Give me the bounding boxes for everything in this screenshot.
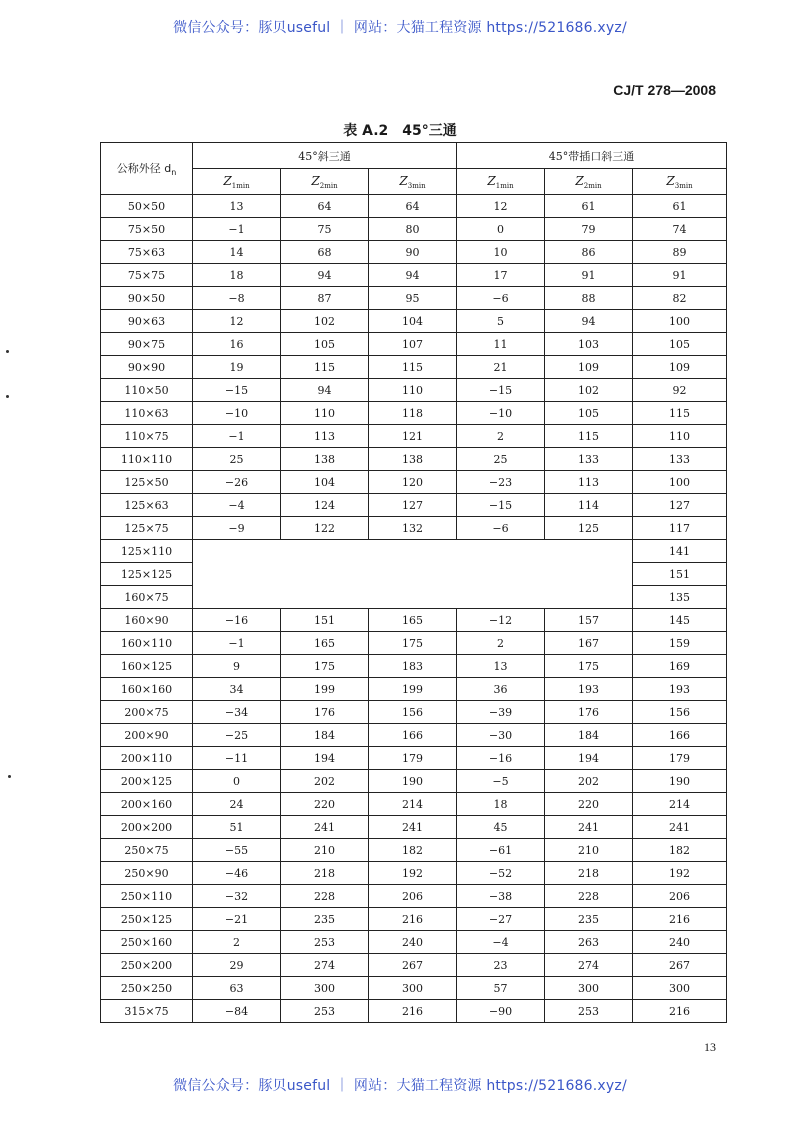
size-cell: 160×110 <box>101 632 193 655</box>
empty-cell <box>193 563 633 586</box>
size-cell: 110×50 <box>101 379 193 402</box>
value-cell: 25 <box>457 448 545 471</box>
value-cell: −8 <box>193 287 281 310</box>
value-cell: −11 <box>193 747 281 770</box>
value-cell: 300 <box>545 977 633 1000</box>
value-cell: 214 <box>633 793 727 816</box>
value-cell: 63 <box>193 977 281 1000</box>
size-cell: 200×75 <box>101 701 193 724</box>
value-cell: 94 <box>281 264 369 287</box>
value-cell: 105 <box>545 402 633 425</box>
value-cell: 190 <box>369 770 457 793</box>
value-cell: 210 <box>545 839 633 862</box>
value-cell: 194 <box>545 747 633 770</box>
value-cell: −32 <box>193 885 281 908</box>
value-cell: 175 <box>281 655 369 678</box>
size-cell: 160×75 <box>101 586 193 609</box>
value-cell: −39 <box>457 701 545 724</box>
value-cell: 5 <box>457 310 545 333</box>
value-cell: −55 <box>193 839 281 862</box>
value-cell: 214 <box>369 793 457 816</box>
value-cell: 241 <box>369 816 457 839</box>
value-cell: 167 <box>545 632 633 655</box>
value-cell: 194 <box>281 747 369 770</box>
size-cell: 125×110 <box>101 540 193 563</box>
value-cell: 156 <box>369 701 457 724</box>
watermark-bottom: 微信公众号：豚贝useful ｜ 网站：大猫工程资源 https://521686.xyz/ <box>173 1078 627 1094</box>
value-cell: 86 <box>545 241 633 264</box>
value-cell: 179 <box>633 747 727 770</box>
value-cell: 267 <box>633 954 727 977</box>
value-cell: 21 <box>457 356 545 379</box>
value-cell: −6 <box>457 517 545 540</box>
value-cell: 267 <box>369 954 457 977</box>
value-cell: 165 <box>369 609 457 632</box>
value-cell: −10 <box>457 402 545 425</box>
value-cell: 105 <box>633 333 727 356</box>
empty-cell <box>193 540 633 563</box>
size-cell: 160×160 <box>101 678 193 701</box>
value-cell: −4 <box>457 931 545 954</box>
value-cell: 107 <box>369 333 457 356</box>
value-cell: 14 <box>193 241 281 264</box>
value-cell: 125 <box>545 517 633 540</box>
table-row <box>101 540 727 563</box>
value-cell: −27 <box>457 908 545 931</box>
value-cell: 216 <box>369 1000 457 1023</box>
value-cell: 10 <box>457 241 545 264</box>
value-cell: 240 <box>633 931 727 954</box>
value-cell: 133 <box>545 448 633 471</box>
value-cell: 100 <box>633 471 727 494</box>
size-cell: 250×200 <box>101 954 193 977</box>
size-cell: 250×125 <box>101 908 193 931</box>
table-row <box>101 586 727 609</box>
value-cell: 274 <box>281 954 369 977</box>
column-header-z1: $Z_{1min}$ <box>193 169 281 195</box>
value-cell: 127 <box>369 494 457 517</box>
size-cell: 200×160 <box>101 793 193 816</box>
value-cell: −26 <box>193 471 281 494</box>
size-cell: 160×125 <box>101 655 193 678</box>
size-cell: 250×110 <box>101 885 193 908</box>
value-cell: 120 <box>369 471 457 494</box>
value-cell: 169 <box>633 655 727 678</box>
value-cell: 184 <box>281 724 369 747</box>
value-cell: 192 <box>369 862 457 885</box>
value-cell: 9 <box>193 655 281 678</box>
table-row <box>101 517 727 540</box>
value-cell: 115 <box>545 425 633 448</box>
value-cell: 29 <box>193 954 281 977</box>
size-cell: 125×75 <box>101 517 193 540</box>
table-row <box>101 862 727 885</box>
value-cell: 74 <box>633 218 727 241</box>
value-cell: 114 <box>545 494 633 517</box>
table-row <box>101 701 727 724</box>
value-cell: 216 <box>633 1000 727 1023</box>
value-cell: 11 <box>457 333 545 356</box>
value-cell: 109 <box>545 356 633 379</box>
table-row <box>101 563 727 586</box>
value-cell: 141 <box>633 540 727 563</box>
size-cell: 90×63 <box>101 310 193 333</box>
size-cell: 90×75 <box>101 333 193 356</box>
value-cell: −52 <box>457 862 545 885</box>
value-cell: 218 <box>281 862 369 885</box>
value-cell: 18 <box>457 793 545 816</box>
value-cell: 82 <box>633 287 727 310</box>
size-cell: 75×63 <box>101 241 193 264</box>
size-cell: 75×75 <box>101 264 193 287</box>
value-cell: 206 <box>369 885 457 908</box>
table-row <box>101 655 727 678</box>
value-cell: 104 <box>281 471 369 494</box>
value-cell: −23 <box>457 471 545 494</box>
column-header-z2: $Z_{2min}$ <box>281 169 369 195</box>
value-cell: 13 <box>457 655 545 678</box>
value-cell: 216 <box>369 908 457 931</box>
value-cell: 241 <box>545 816 633 839</box>
value-cell: 235 <box>545 908 633 931</box>
column-header-z2-spigot: $Z_{2min}$ <box>545 169 633 195</box>
value-cell: 103 <box>545 333 633 356</box>
value-cell: 19 <box>193 356 281 379</box>
size-cell: 90×90 <box>101 356 193 379</box>
size-cell: 125×125 <box>101 563 193 586</box>
value-cell: −30 <box>457 724 545 747</box>
value-cell: 25 <box>193 448 281 471</box>
value-cell: 75 <box>281 218 369 241</box>
value-cell: 202 <box>281 770 369 793</box>
value-cell: 156 <box>633 701 727 724</box>
fitting-dimensions-table <box>100 142 727 1023</box>
value-cell: 138 <box>369 448 457 471</box>
value-cell: 183 <box>369 655 457 678</box>
value-cell: 300 <box>633 977 727 1000</box>
value-cell: 240 <box>369 931 457 954</box>
size-cell: 160×90 <box>101 609 193 632</box>
value-cell: 127 <box>633 494 727 517</box>
value-cell: 165 <box>281 632 369 655</box>
scan-speck <box>6 350 9 353</box>
value-cell: 133 <box>633 448 727 471</box>
value-cell: 88 <box>545 287 633 310</box>
value-cell: 51 <box>193 816 281 839</box>
table-title: 表 A.2 45°三通 <box>343 123 457 139</box>
column-header-z1-spigot: $Z_{1min}$ <box>457 169 545 195</box>
table-row <box>101 793 727 816</box>
value-cell: 216 <box>633 908 727 931</box>
value-cell: 90 <box>369 241 457 264</box>
size-cell: 200×125 <box>101 770 193 793</box>
value-cell: 91 <box>633 264 727 287</box>
value-cell: 110 <box>633 425 727 448</box>
value-cell: −16 <box>457 747 545 770</box>
table-row <box>101 954 727 977</box>
value-cell: 202 <box>545 770 633 793</box>
size-cell: 110×75 <box>101 425 193 448</box>
table-row <box>101 770 727 793</box>
table-row <box>101 379 727 402</box>
value-cell: −1 <box>193 425 281 448</box>
value-cell: 94 <box>281 379 369 402</box>
size-cell: 125×63 <box>101 494 193 517</box>
value-cell: 228 <box>281 885 369 908</box>
size-cell: 90×50 <box>101 287 193 310</box>
table-row <box>101 931 727 954</box>
scan-speck <box>8 775 11 778</box>
value-cell: 253 <box>545 1000 633 1023</box>
size-cell: 200×110 <box>101 747 193 770</box>
value-cell: 241 <box>281 816 369 839</box>
value-cell: 61 <box>633 195 727 218</box>
value-cell: −46 <box>193 862 281 885</box>
value-cell: 80 <box>369 218 457 241</box>
value-cell: 104 <box>369 310 457 333</box>
table-row <box>101 425 727 448</box>
value-cell: −12 <box>457 609 545 632</box>
value-cell: 92 <box>633 379 727 402</box>
value-cell: −10 <box>193 402 281 425</box>
value-cell: 102 <box>545 379 633 402</box>
size-cell: 315×75 <box>101 1000 193 1023</box>
scan-speck <box>6 395 9 398</box>
value-cell: 115 <box>369 356 457 379</box>
empty-cell <box>193 586 633 609</box>
value-cell: 13 <box>193 195 281 218</box>
value-cell: 113 <box>281 425 369 448</box>
table-row <box>101 402 727 425</box>
table-row <box>101 816 727 839</box>
table-row <box>101 195 727 218</box>
value-cell: 193 <box>545 678 633 701</box>
value-cell: 176 <box>281 701 369 724</box>
value-cell: −5 <box>457 770 545 793</box>
value-cell: 220 <box>281 793 369 816</box>
value-cell: 24 <box>193 793 281 816</box>
table-row <box>101 908 727 931</box>
value-cell: −15 <box>457 379 545 402</box>
value-cell: 95 <box>369 287 457 310</box>
value-cell: 145 <box>633 609 727 632</box>
value-cell: 253 <box>281 1000 369 1023</box>
value-cell: 117 <box>633 517 727 540</box>
value-cell: 228 <box>545 885 633 908</box>
value-cell: 61 <box>545 195 633 218</box>
value-cell: 110 <box>369 379 457 402</box>
value-cell: 23 <box>457 954 545 977</box>
table-row <box>101 310 727 333</box>
value-cell: 64 <box>369 195 457 218</box>
value-cell: 0 <box>457 218 545 241</box>
size-cell: 200×90 <box>101 724 193 747</box>
value-cell: 175 <box>369 632 457 655</box>
value-cell: 18 <box>193 264 281 287</box>
watermark-top: 微信公众号：豚贝useful ｜ 网站：大猫工程资源 https://521686.xyz/ <box>173 20 627 36</box>
table-row <box>101 264 727 287</box>
value-cell: 64 <box>281 195 369 218</box>
value-cell: 100 <box>633 310 727 333</box>
value-cell: 206 <box>633 885 727 908</box>
value-cell: 210 <box>281 839 369 862</box>
value-cell: 121 <box>369 425 457 448</box>
value-cell: −34 <box>193 701 281 724</box>
value-cell: 176 <box>545 701 633 724</box>
value-cell: 193 <box>633 678 727 701</box>
table-row <box>101 977 727 1000</box>
value-cell: 68 <box>281 241 369 264</box>
value-cell: 109 <box>633 356 727 379</box>
value-cell: 124 <box>281 494 369 517</box>
value-cell: 199 <box>281 678 369 701</box>
table-row <box>101 356 727 379</box>
value-cell: 12 <box>457 195 545 218</box>
value-cell: −61 <box>457 839 545 862</box>
value-cell: 16 <box>193 333 281 356</box>
table-row <box>101 218 727 241</box>
value-cell: 166 <box>369 724 457 747</box>
size-cell: 110×110 <box>101 448 193 471</box>
value-cell: 57 <box>457 977 545 1000</box>
value-cell: 182 <box>633 839 727 862</box>
size-cell: 110×63 <box>101 402 193 425</box>
value-cell: 0 <box>193 770 281 793</box>
value-cell: 2 <box>457 632 545 655</box>
table-row <box>101 448 727 471</box>
size-cell: 75×50 <box>101 218 193 241</box>
table-row <box>101 471 727 494</box>
standard-code: CJ/T 278—2008 <box>613 82 716 98</box>
value-cell: −25 <box>193 724 281 747</box>
table-row <box>101 678 727 701</box>
size-cell: 250×160 <box>101 931 193 954</box>
value-cell: 87 <box>281 287 369 310</box>
value-cell: 12 <box>193 310 281 333</box>
column-header-z3: $Z_{3min}$ <box>369 169 457 195</box>
value-cell: 184 <box>545 724 633 747</box>
value-cell: 220 <box>545 793 633 816</box>
value-cell: 2 <box>457 425 545 448</box>
column-group-45-spigot-tee: 45°带插口斜三通 <box>457 143 727 169</box>
value-cell: 105 <box>281 333 369 356</box>
table-row <box>101 747 727 770</box>
value-cell: 115 <box>633 402 727 425</box>
value-cell: 159 <box>633 632 727 655</box>
value-cell: 132 <box>369 517 457 540</box>
size-cell: 250×90 <box>101 862 193 885</box>
value-cell: 122 <box>281 517 369 540</box>
page-number: 13 <box>704 1040 716 1054</box>
value-cell: 151 <box>281 609 369 632</box>
value-cell: 151 <box>633 563 727 586</box>
value-cell: 182 <box>369 839 457 862</box>
value-cell: 94 <box>545 310 633 333</box>
value-cell: 274 <box>545 954 633 977</box>
value-cell: 89 <box>633 241 727 264</box>
value-cell: −15 <box>193 379 281 402</box>
value-cell: 235 <box>281 908 369 931</box>
size-cell: 250×75 <box>101 839 193 862</box>
value-cell: 118 <box>369 402 457 425</box>
column-group-45-tee: 45°斜三通 <box>193 143 457 169</box>
value-cell: 190 <box>633 770 727 793</box>
value-cell: −6 <box>457 287 545 310</box>
value-cell: 34 <box>193 678 281 701</box>
value-cell: 218 <box>545 862 633 885</box>
value-cell: 17 <box>457 264 545 287</box>
value-cell: 166 <box>633 724 727 747</box>
value-cell: 91 <box>545 264 633 287</box>
value-cell: −9 <box>193 517 281 540</box>
value-cell: −21 <box>193 908 281 931</box>
value-cell: −16 <box>193 609 281 632</box>
value-cell: 157 <box>545 609 633 632</box>
value-cell: 179 <box>369 747 457 770</box>
table-row <box>101 632 727 655</box>
value-cell: 110 <box>281 402 369 425</box>
table-row <box>101 333 727 356</box>
value-cell: 263 <box>545 931 633 954</box>
value-cell: 253 <box>281 931 369 954</box>
value-cell: −1 <box>193 632 281 655</box>
value-cell: −4 <box>193 494 281 517</box>
value-cell: 135 <box>633 586 727 609</box>
value-cell: 79 <box>545 218 633 241</box>
table-row <box>101 839 727 862</box>
table-row <box>101 494 727 517</box>
table-row <box>101 885 727 908</box>
value-cell: 300 <box>369 977 457 1000</box>
value-cell: 138 <box>281 448 369 471</box>
column-header-nominal-diameter: 公称外径 $d_n$ <box>101 143 193 195</box>
column-header-z3-spigot: $Z_{3min}$ <box>633 169 727 195</box>
value-cell: −15 <box>457 494 545 517</box>
value-cell: 199 <box>369 678 457 701</box>
table-body <box>101 195 727 1023</box>
value-cell: 36 <box>457 678 545 701</box>
size-cell: 50×50 <box>101 195 193 218</box>
value-cell: 94 <box>369 264 457 287</box>
value-cell: −90 <box>457 1000 545 1023</box>
table-row <box>101 287 727 310</box>
table-row <box>101 1000 727 1023</box>
size-cell: 250×250 <box>101 977 193 1000</box>
size-cell: 200×200 <box>101 816 193 839</box>
size-cell: 125×50 <box>101 471 193 494</box>
value-cell: −1 <box>193 218 281 241</box>
value-cell: 300 <box>281 977 369 1000</box>
value-cell: 115 <box>281 356 369 379</box>
value-cell: 241 <box>633 816 727 839</box>
value-cell: 175 <box>545 655 633 678</box>
value-cell: 45 <box>457 816 545 839</box>
value-cell: 102 <box>281 310 369 333</box>
value-cell: −84 <box>193 1000 281 1023</box>
table-row <box>101 724 727 747</box>
table-row <box>101 609 727 632</box>
value-cell: −38 <box>457 885 545 908</box>
value-cell: 2 <box>193 931 281 954</box>
value-cell: 192 <box>633 862 727 885</box>
value-cell: 113 <box>545 471 633 494</box>
table-row <box>101 241 727 264</box>
